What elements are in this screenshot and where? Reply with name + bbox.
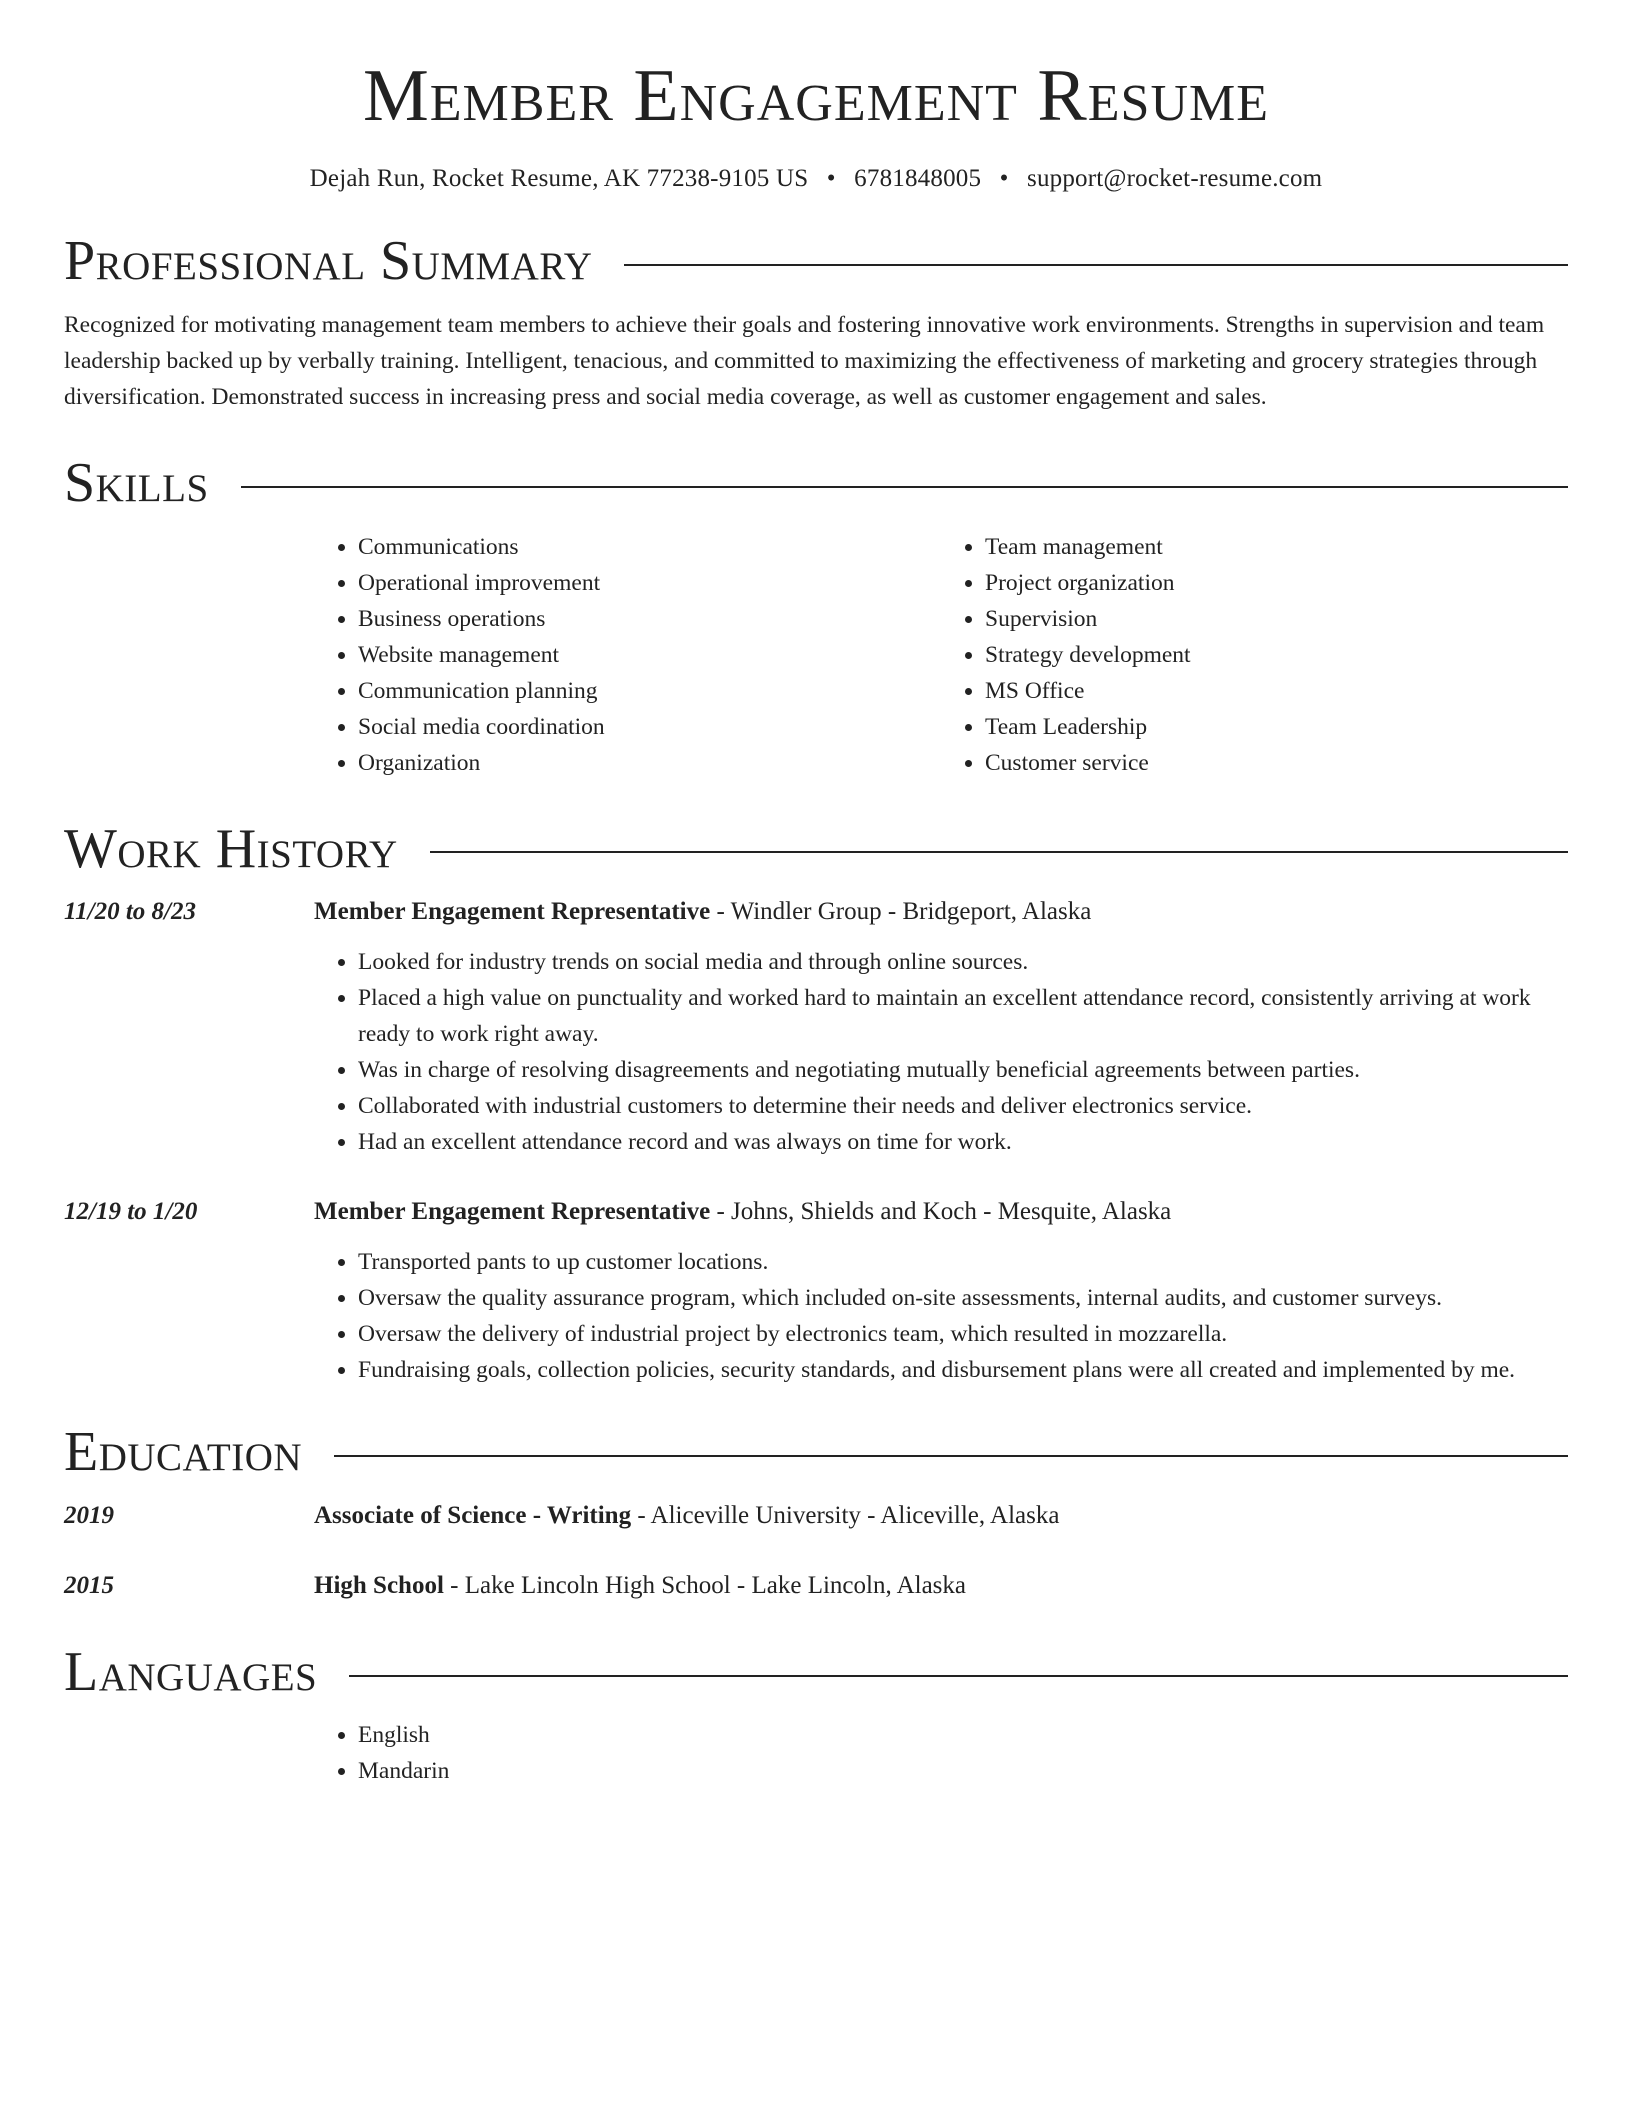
skill-item: • Operational improvement [358,565,941,601]
language-item: • Mandarin [358,1753,1568,1789]
skill-item: • Project organization [985,565,1568,601]
skill-item: • Communications [358,529,941,565]
skill-item: • MS Office [985,673,1568,709]
education-heading: Education [64,1421,303,1484]
education-year: 2015 [64,1571,114,1599]
job-headline [314,894,1568,930]
job-bullet: • Placed a high value on punctuality and worked hard to maintain an excellent attendance record, consistently arriving at work ready to work right away. [358,980,1568,1052]
job-bullet: • Fundraising goals, collection policies, security standards, and disbursement plans were all created and implemented by me. [358,1352,1568,1388]
skill-item: • Communication planning [358,673,941,709]
section-divider [334,1455,1568,1457]
education-headline [314,1568,1568,1604]
job-bullets [314,944,1568,1160]
education-entry [64,1498,1568,1534]
education-section-header [64,1422,1568,1484]
skill-item: • Team management [985,529,1568,565]
skill-item: • Business operations [358,601,941,637]
education-details: - Lake Lincoln High School - Lake Lincoln, Alaska [443,1571,966,1599]
section-divider [624,264,1568,266]
job-bullet: • Had an excellent attendance record and was always on time for work. [358,1124,1568,1160]
skill-item: • Team Leadership [985,709,1568,745]
job-bullet: • Collaborated with industrial customers to determine their needs and deliver electronics service. [358,1088,1568,1124]
contact-address: Dejah Run, Rocket Resume, AK 77238-9105 US [309,165,809,193]
job-bullets [314,1244,1568,1388]
skill-item: • Customer service [985,745,1568,781]
job-body [314,894,1568,1160]
work-section-header [64,819,1568,881]
education-entry [64,1568,1568,1604]
job-headline [314,1194,1568,1230]
education-degree: Associate of Science - Writing [314,1501,632,1529]
skills-list-right [941,529,1568,781]
education-year: 2019 [64,1501,114,1529]
contact-line [64,165,1568,193]
job-details: - Johns, Shields and Koch - Mesquite, Alaska [710,1198,1172,1226]
contact-separator: • [826,165,836,193]
section-divider [430,851,1568,853]
section-divider [241,486,1568,488]
job-bullet: • Oversaw the delivery of industrial project by electronics team, which resulted in mozzarella. [358,1316,1568,1352]
skill-item: • Social media coordination [358,709,941,745]
job-bullet: • Oversaw the quality assurance program, which included on-site assessments, internal audits, and customer surveys. [358,1280,1568,1316]
work-heading: Work History [64,817,398,880]
skills-heading: Skills [64,451,209,514]
job-entry [64,1194,1568,1388]
skill-item: • Website management [358,637,941,673]
job-dates: 11/20 to 8/23 [64,898,196,926]
job-title: Member Engagement Representative [314,898,711,926]
skills-section-header [64,453,1568,515]
job-dates: 12/19 to 1/20 [64,1198,198,1226]
skill-item: • Supervision [985,601,1568,637]
summary-heading: Professional Summary [64,230,593,293]
job-bullet: • Was in charge of resolving disagreements and negotiating mutually beneficial agreements between parties. [358,1052,1568,1088]
languages-heading: Languages [64,1640,318,1703]
job-title: Member Engagement Representative [314,1198,711,1226]
job-bullet: • Transported pants to up customer locations. [358,1244,1568,1280]
job-details: - Windler Group - Bridgeport, Alaska [710,898,1092,926]
contact-phone: 6781848005 [854,165,982,193]
summary-section-header [64,231,1568,293]
skills-list-left [314,529,941,781]
education-headline [314,1498,1568,1534]
skill-item: • Strategy development [985,637,1568,673]
job-body [314,1194,1568,1388]
language-item: • English [358,1717,1568,1753]
section-divider [349,1675,1568,1677]
summary-text: Recognized for motivating management team members to achieve their goals and fostering innovative work environments. Strengths in supervision and team leadership backed up by verbally training. Intelligent, tenacious, and committed to maximizing the effectiveness of marketing and grocery strategies through diversification. Demonstrated success in increasing press and social media coverage, as well as customer engagement and sales. [64,311,1545,410]
resume-title: Member Engagement Resume [362,55,1269,137]
skills-columns [314,529,1568,781]
education-details: - Aliceville University - Aliceville, Alaska [631,1501,1060,1529]
contact-separator: • [999,165,1009,193]
education-degree: High School [314,1571,444,1599]
job-bullet: • Looked for industry trends on social media and through online sources. [358,944,1568,980]
contact-email: support@rocket-resume.com [1027,165,1323,193]
job-entry [64,894,1568,1160]
skill-item: • Organization [358,745,941,781]
languages-list [314,1717,1568,1789]
languages-section-header [64,1642,1568,1704]
